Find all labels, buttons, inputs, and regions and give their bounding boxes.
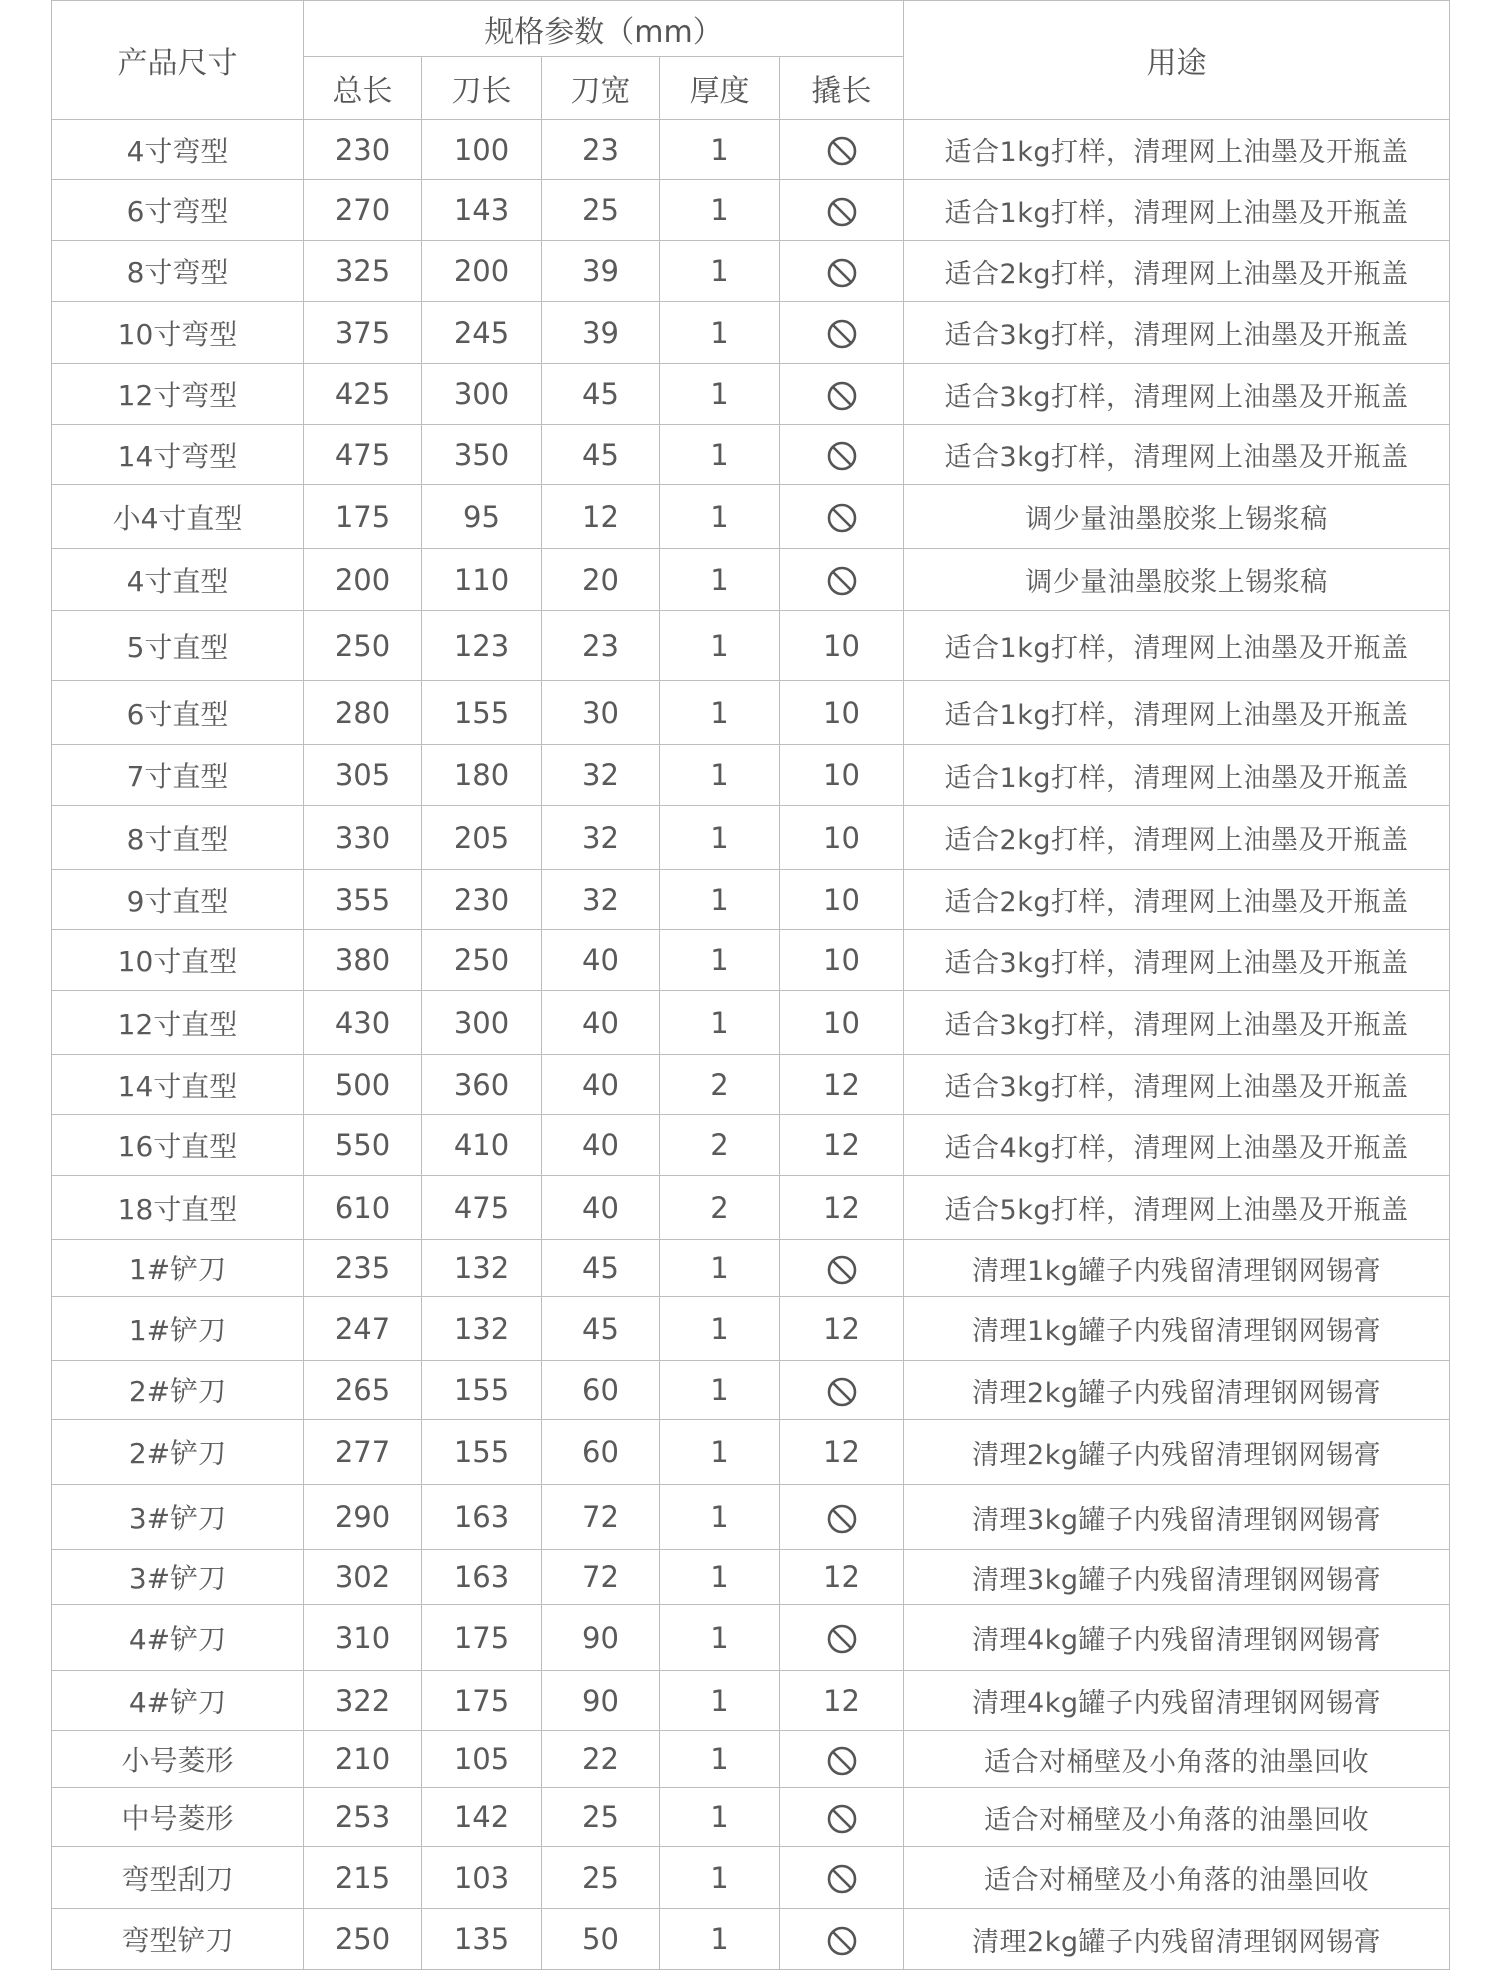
usage-cell: 适合对桶壁及小角落的油墨回收 xyxy=(904,1731,1450,1788)
pry-length-cell xyxy=(780,549,904,611)
thickness-cell: 1 xyxy=(660,1485,780,1550)
prohibited-icon xyxy=(826,502,858,534)
pry-length-cell: 10 xyxy=(780,930,904,991)
blade-width-cell: 25 xyxy=(542,180,660,241)
usage-cell: 清理1kg罐子内残留清理钢网锡膏 xyxy=(904,1240,1450,1297)
table-row xyxy=(52,806,1450,870)
prohibited-icon xyxy=(826,318,858,350)
blade-length-cell: 155 xyxy=(422,681,542,745)
blade-width-cell: 22 xyxy=(542,1731,660,1788)
pry-length-cell xyxy=(780,1788,904,1847)
product-name-cell: 弯型铲刀 xyxy=(52,1909,304,1970)
prohibited-icon xyxy=(826,1376,858,1408)
thickness-cell: 1 xyxy=(660,241,780,302)
pry-length-cell: 10 xyxy=(780,870,904,930)
blade-length-cell: 135 xyxy=(422,1909,542,1970)
thickness-cell: 1 xyxy=(660,364,780,425)
pry-length-cell xyxy=(780,1485,904,1550)
usage-cell: 适合3kg打样，清理网上油墨及开瓶盖 xyxy=(904,302,1450,364)
thickness-cell: 1 xyxy=(660,1361,780,1420)
table-body xyxy=(52,120,1450,1970)
pry-length-cell xyxy=(780,485,904,549)
blade-width-cell: 39 xyxy=(542,302,660,364)
pry-length-cell xyxy=(780,425,904,485)
total-length-cell: 270 xyxy=(304,180,422,241)
blade-length-cell: 103 xyxy=(422,1847,542,1909)
product-name-cell: 9寸直型 xyxy=(52,870,304,930)
product-name-cell: 3#铲刀 xyxy=(52,1550,304,1605)
thickness-cell: 1 xyxy=(660,1847,780,1909)
prohibited-icon xyxy=(826,1745,858,1777)
blade-width-cell: 25 xyxy=(542,1788,660,1847)
table-row xyxy=(52,180,1450,241)
table-row xyxy=(52,991,1450,1055)
usage-cell: 适合3kg打样，清理网上油墨及开瓶盖 xyxy=(904,364,1450,425)
blade-width-cell: 50 xyxy=(542,1909,660,1970)
usage-cell: 适合2kg打样，清理网上油墨及开瓶盖 xyxy=(904,870,1450,930)
thickness-cell: 1 xyxy=(660,425,780,485)
pry-length-cell xyxy=(780,1605,904,1671)
product-name-cell: 小号菱形 xyxy=(52,1731,304,1788)
blade-length-cell: 163 xyxy=(422,1550,542,1605)
header-pry-length: 撬长 xyxy=(780,57,904,120)
product-name-cell: 小4寸直型 xyxy=(52,485,304,549)
blade-width-cell: 72 xyxy=(542,1485,660,1550)
thickness-cell: 1 xyxy=(660,745,780,806)
thickness-cell: 1 xyxy=(660,549,780,611)
pry-length-cell xyxy=(780,1847,904,1909)
blade-length-cell: 205 xyxy=(422,806,542,870)
blade-length-cell: 475 xyxy=(422,1176,542,1240)
total-length-cell: 302 xyxy=(304,1550,422,1605)
spec-table xyxy=(51,0,1450,1970)
blade-width-cell: 45 xyxy=(542,364,660,425)
total-length-cell: 305 xyxy=(304,745,422,806)
total-length-cell: 500 xyxy=(304,1055,422,1115)
pry-length-cell: 12 xyxy=(780,1297,904,1361)
product-name-cell: 4寸弯型 xyxy=(52,120,304,180)
header-blade-width: 刀宽 xyxy=(542,57,660,120)
blade-width-cell: 40 xyxy=(542,1055,660,1115)
pry-length-cell xyxy=(780,302,904,364)
pry-length-cell xyxy=(780,1361,904,1420)
thickness-cell: 1 xyxy=(660,1671,780,1731)
blade-width-cell: 60 xyxy=(542,1361,660,1420)
product-name-cell: 12寸弯型 xyxy=(52,364,304,425)
blade-length-cell: 360 xyxy=(422,1055,542,1115)
product-name-cell: 10寸直型 xyxy=(52,930,304,991)
blade-width-cell: 90 xyxy=(542,1671,660,1731)
usage-cell: 调少量油墨胶浆上锡浆稿 xyxy=(904,485,1450,549)
thickness-cell: 2 xyxy=(660,1115,780,1176)
table-row xyxy=(52,1731,1450,1788)
thickness-cell: 1 xyxy=(660,681,780,745)
table-row xyxy=(52,1240,1450,1297)
total-length-cell: 290 xyxy=(304,1485,422,1550)
blade-length-cell: 95 xyxy=(422,485,542,549)
prohibited-icon xyxy=(826,380,858,412)
table-row xyxy=(52,1671,1450,1731)
pry-length-cell: 10 xyxy=(780,745,904,806)
table-row xyxy=(52,549,1450,611)
thickness-cell: 1 xyxy=(660,1731,780,1788)
blade-width-cell: 40 xyxy=(542,1115,660,1176)
usage-cell: 适合1kg打样，清理网上油墨及开瓶盖 xyxy=(904,180,1450,241)
blade-width-cell: 23 xyxy=(542,611,660,681)
thickness-cell: 1 xyxy=(660,1297,780,1361)
blade-length-cell: 180 xyxy=(422,745,542,806)
total-length-cell: 250 xyxy=(304,1909,422,1970)
product-name-cell: 5寸直型 xyxy=(52,611,304,681)
product-name-cell: 4#铲刀 xyxy=(52,1605,304,1671)
pry-length-cell: 12 xyxy=(780,1550,904,1605)
product-name-cell: 3#铲刀 xyxy=(52,1485,304,1550)
pry-length-cell: 12 xyxy=(780,1176,904,1240)
blade-length-cell: 175 xyxy=(422,1671,542,1731)
product-name-cell: 2#铲刀 xyxy=(52,1420,304,1485)
total-length-cell: 355 xyxy=(304,870,422,930)
blade-length-cell: 132 xyxy=(422,1240,542,1297)
total-length-cell: 475 xyxy=(304,425,422,485)
total-length-cell: 253 xyxy=(304,1788,422,1847)
blade-width-cell: 25 xyxy=(542,1847,660,1909)
product-name-cell: 6寸直型 xyxy=(52,681,304,745)
usage-cell: 适合3kg打样，清理网上油墨及开瓶盖 xyxy=(904,991,1450,1055)
usage-cell: 清理2kg罐子内残留清理钢网锡膏 xyxy=(904,1361,1450,1420)
total-length-cell: 230 xyxy=(304,120,422,180)
table-row xyxy=(52,1909,1450,1970)
thickness-cell: 2 xyxy=(660,1176,780,1240)
thickness-cell: 1 xyxy=(660,870,780,930)
usage-cell: 清理2kg罐子内残留清理钢网锡膏 xyxy=(904,1420,1450,1485)
table-row xyxy=(52,1550,1450,1605)
thickness-cell: 1 xyxy=(660,302,780,364)
thickness-cell: 1 xyxy=(660,180,780,241)
header-blade-length: 刀长 xyxy=(422,57,542,120)
table-row xyxy=(52,241,1450,302)
product-name-cell: 2#铲刀 xyxy=(52,1361,304,1420)
usage-cell: 调少量油墨胶浆上锡浆稿 xyxy=(904,549,1450,611)
product-name-cell: 12寸直型 xyxy=(52,991,304,1055)
prohibited-icon xyxy=(826,565,858,597)
blade-length-cell: 100 xyxy=(422,120,542,180)
pry-length-cell: 10 xyxy=(780,681,904,745)
blade-width-cell: 60 xyxy=(542,1420,660,1485)
prohibited-icon xyxy=(826,440,858,472)
product-name-cell: 18寸直型 xyxy=(52,1176,304,1240)
product-name-cell: 8寸弯型 xyxy=(52,241,304,302)
product-name-cell: 14寸直型 xyxy=(52,1055,304,1115)
thickness-cell: 1 xyxy=(660,1240,780,1297)
product-name-cell: 7寸直型 xyxy=(52,745,304,806)
pry-length-cell xyxy=(780,364,904,425)
product-name-cell: 6寸弯型 xyxy=(52,180,304,241)
prohibited-icon xyxy=(826,135,858,167)
blade-width-cell: 90 xyxy=(542,1605,660,1671)
total-length-cell: 280 xyxy=(304,681,422,745)
table-row xyxy=(52,1847,1450,1909)
total-length-cell: 250 xyxy=(304,611,422,681)
product-name-cell: 10寸弯型 xyxy=(52,302,304,364)
pry-length-cell: 12 xyxy=(780,1420,904,1485)
blade-length-cell: 132 xyxy=(422,1297,542,1361)
total-length-cell: 265 xyxy=(304,1361,422,1420)
pry-length-cell xyxy=(780,120,904,180)
pry-length-cell: 12 xyxy=(780,1055,904,1115)
blade-length-cell: 123 xyxy=(422,611,542,681)
total-length-cell: 375 xyxy=(304,302,422,364)
usage-cell: 清理4kg罐子内残留清理钢网锡膏 xyxy=(904,1605,1450,1671)
usage-cell: 适合1kg打样，清理网上油墨及开瓶盖 xyxy=(904,120,1450,180)
total-length-cell: 430 xyxy=(304,991,422,1055)
table-row xyxy=(52,302,1450,364)
thickness-cell: 1 xyxy=(660,1605,780,1671)
product-name-cell: 16寸直型 xyxy=(52,1115,304,1176)
total-length-cell: 425 xyxy=(304,364,422,425)
thickness-cell: 1 xyxy=(660,1788,780,1847)
header-total-length: 总长 xyxy=(304,57,422,120)
usage-cell: 适合5kg打样，清理网上油墨及开瓶盖 xyxy=(904,1176,1450,1240)
table-row xyxy=(52,485,1450,549)
header-usage: 用途 xyxy=(904,1,1450,120)
thickness-cell: 2 xyxy=(660,1055,780,1115)
prohibited-icon xyxy=(826,1803,858,1835)
header-spec-params: 规格参数（mm） xyxy=(304,1,904,57)
pry-length-cell xyxy=(780,180,904,241)
blade-length-cell: 300 xyxy=(422,364,542,425)
header-product-size: 产品尺寸 xyxy=(52,1,304,120)
total-length-cell: 200 xyxy=(304,549,422,611)
product-name-cell: 4#铲刀 xyxy=(52,1671,304,1731)
blade-length-cell: 110 xyxy=(422,549,542,611)
usage-cell: 适合2kg打样，清理网上油墨及开瓶盖 xyxy=(904,806,1450,870)
product-name-cell: 14寸弯型 xyxy=(52,425,304,485)
table-row xyxy=(52,1361,1450,1420)
total-length-cell: 175 xyxy=(304,485,422,549)
blade-length-cell: 142 xyxy=(422,1788,542,1847)
blade-width-cell: 20 xyxy=(542,549,660,611)
usage-cell: 适合3kg打样，清理网上油墨及开瓶盖 xyxy=(904,425,1450,485)
blade-width-cell: 32 xyxy=(542,870,660,930)
table-header xyxy=(52,1,1450,120)
blade-length-cell: 143 xyxy=(422,180,542,241)
total-length-cell: 330 xyxy=(304,806,422,870)
prohibited-icon xyxy=(826,1925,858,1957)
usage-cell: 适合3kg打样，清理网上油墨及开瓶盖 xyxy=(904,1055,1450,1115)
blade-length-cell: 410 xyxy=(422,1115,542,1176)
table-row xyxy=(52,1115,1450,1176)
blade-length-cell: 300 xyxy=(422,991,542,1055)
table-row xyxy=(52,1420,1450,1485)
blade-width-cell: 72 xyxy=(542,1550,660,1605)
prohibited-icon xyxy=(826,1503,858,1535)
table-row xyxy=(52,1788,1450,1847)
blade-width-cell: 30 xyxy=(542,681,660,745)
blade-length-cell: 163 xyxy=(422,1485,542,1550)
usage-cell: 清理1kg罐子内残留清理钢网锡膏 xyxy=(904,1297,1450,1361)
table-row xyxy=(52,611,1450,681)
prohibited-icon xyxy=(826,1863,858,1895)
blade-length-cell: 155 xyxy=(422,1420,542,1485)
blade-width-cell: 40 xyxy=(542,991,660,1055)
table-row xyxy=(52,1297,1450,1361)
product-name-cell: 1#铲刀 xyxy=(52,1240,304,1297)
thickness-cell: 1 xyxy=(660,120,780,180)
pry-length-cell: 12 xyxy=(780,1115,904,1176)
product-name-cell: 中号菱形 xyxy=(52,1788,304,1847)
total-length-cell: 380 xyxy=(304,930,422,991)
blade-width-cell: 40 xyxy=(542,930,660,991)
usage-cell: 适合对桶壁及小角落的油墨回收 xyxy=(904,1788,1450,1847)
product-name-cell: 弯型刮刀 xyxy=(52,1847,304,1909)
prohibited-icon xyxy=(826,1623,858,1655)
thickness-cell: 1 xyxy=(660,1420,780,1485)
product-name-cell: 1#铲刀 xyxy=(52,1297,304,1361)
total-length-cell: 325 xyxy=(304,241,422,302)
total-length-cell: 310 xyxy=(304,1605,422,1671)
usage-cell: 适合1kg打样，清理网上油墨及开瓶盖 xyxy=(904,681,1450,745)
total-length-cell: 610 xyxy=(304,1176,422,1240)
usage-cell: 清理3kg罐子内残留清理钢网锡膏 xyxy=(904,1485,1450,1550)
table-row xyxy=(52,425,1450,485)
table-row xyxy=(52,364,1450,425)
pry-length-cell: 10 xyxy=(780,611,904,681)
total-length-cell: 247 xyxy=(304,1297,422,1361)
usage-cell: 适合2kg打样，清理网上油墨及开瓶盖 xyxy=(904,241,1450,302)
thickness-cell: 1 xyxy=(660,485,780,549)
blade-width-cell: 32 xyxy=(542,745,660,806)
usage-cell: 适合对桶壁及小角落的油墨回收 xyxy=(904,1847,1450,1909)
pry-length-cell xyxy=(780,1909,904,1970)
table-row xyxy=(52,1605,1450,1671)
pry-length-cell xyxy=(780,241,904,302)
blade-width-cell: 45 xyxy=(542,425,660,485)
blade-length-cell: 230 xyxy=(422,870,542,930)
thickness-cell: 1 xyxy=(660,930,780,991)
usage-cell: 适合3kg打样，清理网上油墨及开瓶盖 xyxy=(904,930,1450,991)
pry-length-cell: 10 xyxy=(780,806,904,870)
blade-width-cell: 45 xyxy=(542,1240,660,1297)
product-name-cell: 4寸直型 xyxy=(52,549,304,611)
product-name-cell: 8寸直型 xyxy=(52,806,304,870)
pry-length-cell xyxy=(780,1240,904,1297)
total-length-cell: 322 xyxy=(304,1671,422,1731)
thickness-cell: 1 xyxy=(660,806,780,870)
table-row xyxy=(52,1176,1450,1240)
blade-width-cell: 12 xyxy=(542,485,660,549)
thickness-cell: 1 xyxy=(660,991,780,1055)
blade-length-cell: 105 xyxy=(422,1731,542,1788)
total-length-cell: 215 xyxy=(304,1847,422,1909)
total-length-cell: 550 xyxy=(304,1115,422,1176)
blade-width-cell: 32 xyxy=(542,806,660,870)
prohibited-icon xyxy=(826,257,858,289)
blade-width-cell: 39 xyxy=(542,241,660,302)
usage-cell: 清理3kg罐子内残留清理钢网锡膏 xyxy=(904,1550,1450,1605)
pry-length-cell xyxy=(780,1731,904,1788)
usage-cell: 清理2kg罐子内残留清理钢网锡膏 xyxy=(904,1909,1450,1970)
blade-width-cell: 23 xyxy=(542,120,660,180)
blade-length-cell: 155 xyxy=(422,1361,542,1420)
total-length-cell: 210 xyxy=(304,1731,422,1788)
table-row xyxy=(52,1055,1450,1115)
blade-length-cell: 245 xyxy=(422,302,542,364)
pry-length-cell: 12 xyxy=(780,1671,904,1731)
table-row xyxy=(52,745,1450,806)
thickness-cell: 1 xyxy=(660,1550,780,1605)
table-row xyxy=(52,681,1450,745)
blade-width-cell: 40 xyxy=(542,1176,660,1240)
blade-width-cell: 45 xyxy=(542,1297,660,1361)
blade-length-cell: 250 xyxy=(422,930,542,991)
thickness-cell: 1 xyxy=(660,611,780,681)
pry-length-cell: 10 xyxy=(780,991,904,1055)
header-thickness: 厚度 xyxy=(660,57,780,120)
blade-length-cell: 175 xyxy=(422,1605,542,1671)
table-row xyxy=(52,870,1450,930)
table-row xyxy=(52,1485,1450,1550)
total-length-cell: 277 xyxy=(304,1420,422,1485)
usage-cell: 适合1kg打样，清理网上油墨及开瓶盖 xyxy=(904,745,1450,806)
prohibited-icon xyxy=(826,196,858,228)
prohibited-icon xyxy=(826,1254,858,1286)
total-length-cell: 235 xyxy=(304,1240,422,1297)
table-row xyxy=(52,120,1450,180)
usage-cell: 适合4kg打样，清理网上油墨及开瓶盖 xyxy=(904,1115,1450,1176)
usage-cell: 清理4kg罐子内残留清理钢网锡膏 xyxy=(904,1671,1450,1731)
thickness-cell: 1 xyxy=(660,1909,780,1970)
blade-length-cell: 200 xyxy=(422,241,542,302)
usage-cell: 适合1kg打样，清理网上油墨及开瓶盖 xyxy=(904,611,1450,681)
blade-length-cell: 350 xyxy=(422,425,542,485)
table-row xyxy=(52,930,1450,991)
